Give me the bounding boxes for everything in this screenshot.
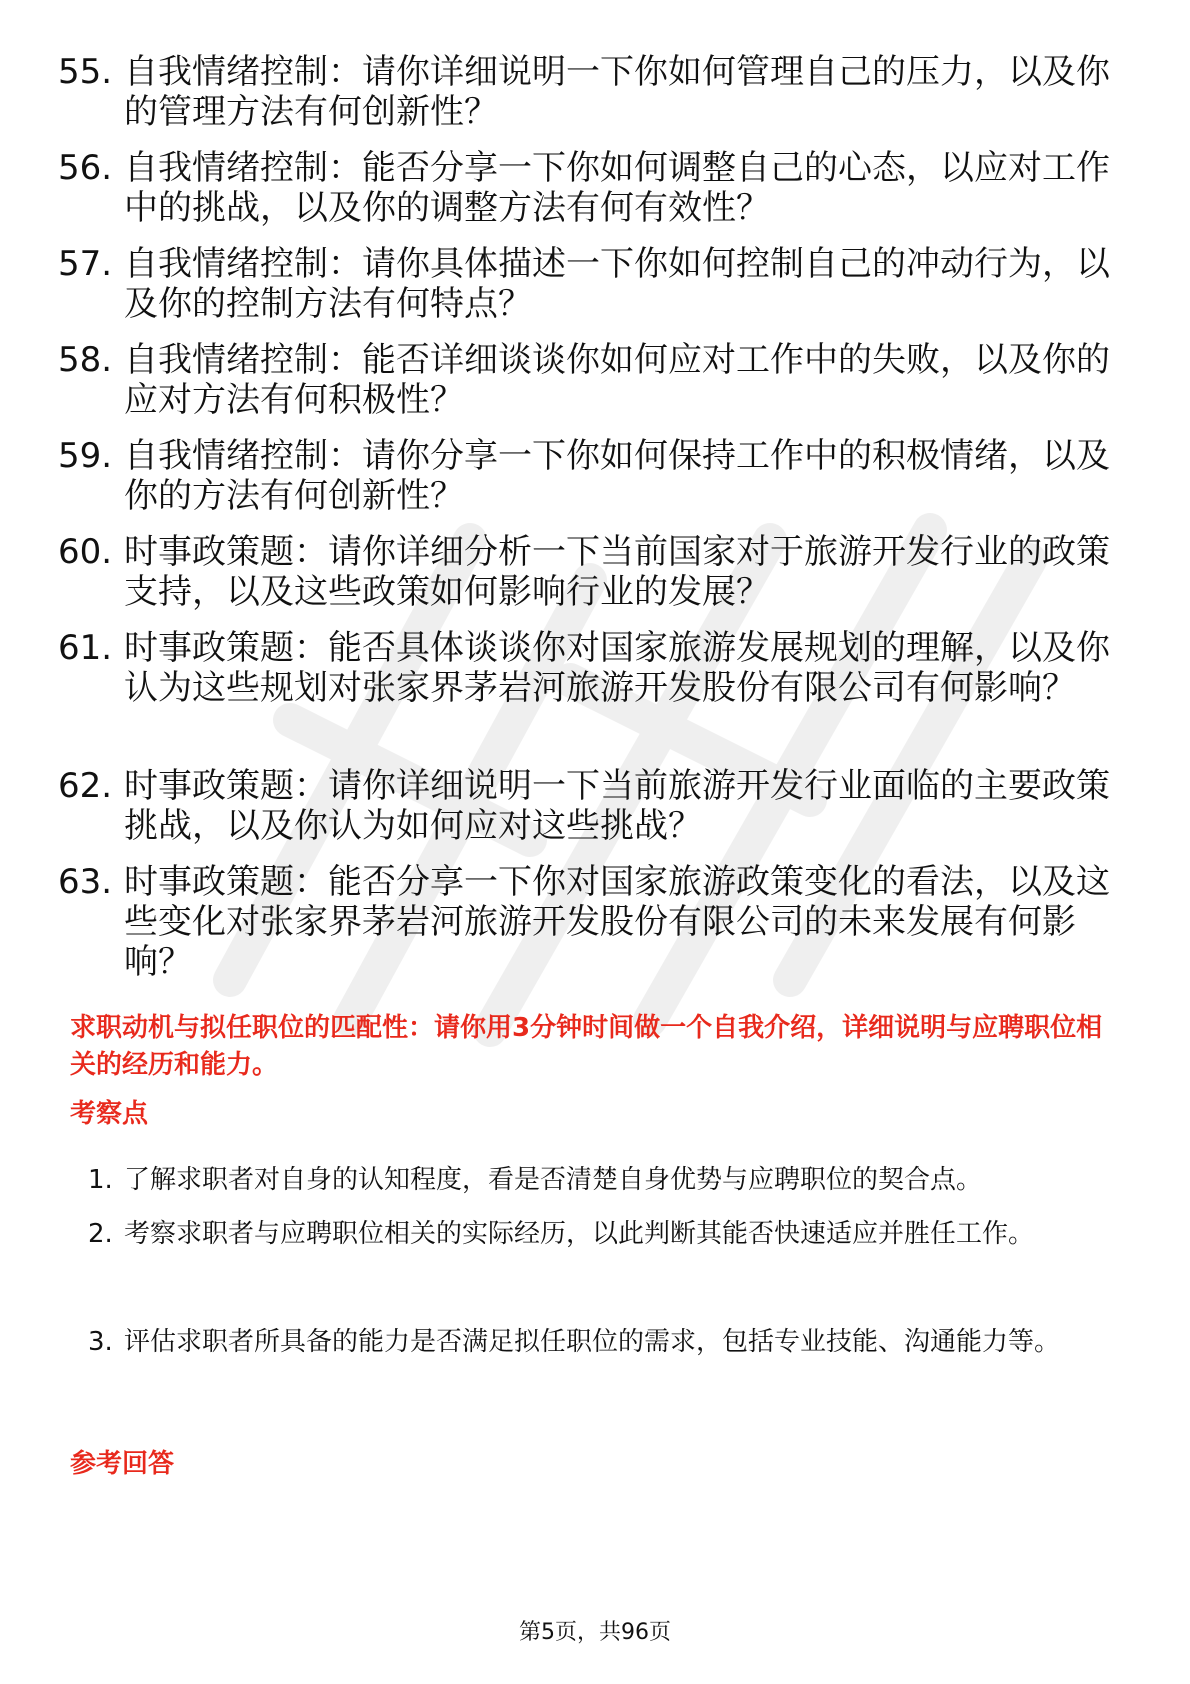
question-number: 55. (58, 52, 113, 92)
point-text: 考察求职者与应聘职位相关的实际经历，以此判断其能否快速适应并胜任工作。 (124, 1219, 1035, 1249)
question-item (58, 532, 1118, 612)
question-text: 自我情绪控制：请你详细说明一下你如何管理自己的压力，以及你的管理方法有何创新性？ (124, 52, 1110, 132)
question-number: 63. (58, 862, 113, 902)
section-heading: 求职动机与拟任职位的匹配性：请你用3分钟时间做一个自我介绍，详细说明与应聘职位相关的经历和能力。 (70, 1013, 1103, 1080)
point-item (88, 1314, 1118, 1370)
question-number: 61. (58, 628, 113, 668)
page-footer: 第5页，共96页 (519, 1620, 671, 1645)
question-text: 自我情绪控制：能否详细谈谈你如何应对工作中的失败，以及你的应对方法有何积极性？ (124, 340, 1110, 420)
point-number: 3. (88, 1327, 113, 1357)
question-text: 自我情绪控制：请你具体描述一下你如何控制自己的冲动行为，以及你的控制方法有何特点？ (124, 244, 1110, 324)
answer-title: 参考回答 (70, 1449, 175, 1479)
question-number: 62. (58, 766, 113, 806)
question-text: 时事政策题：请你详细说明一下当前旅游开发行业面临的主要政策挑战，以及你认为如何应对这些挑战？ (124, 766, 1110, 846)
question-text: 自我情绪控制：能否分享一下你如何调整自己的心态，以应对工作中的挑战，以及你的调整方法有何有效性？ (124, 148, 1110, 228)
question-text: 时事政策题：请你详细分析一下当前国家对于旅游开发行业的政策支持，以及这些政策如何影响行业的发展？ (124, 532, 1110, 612)
point-number: 2. (88, 1219, 113, 1249)
question-number: 59. (58, 436, 113, 476)
question-item (58, 862, 1118, 982)
question-number: 60. (58, 532, 113, 572)
points-title: 考察点 (70, 1099, 149, 1129)
question-text: 自我情绪控制：请你分享一下你如何保持工作中的积极情绪，以及你的方法有何创新性？ (124, 436, 1110, 516)
question-text: 时事政策题：能否分享一下你对国家旅游政策变化的看法，以及这些变化对张家界茅岩河旅游开发股份有限公司的未来发展有何影响？ (124, 862, 1110, 982)
question-number: 56. (58, 148, 113, 188)
point-text: 评估求职者所具备的能力是否满足拟任职位的需求，包括专业技能、沟通能力等。 (124, 1327, 1061, 1357)
question-text: 时事政策题：能否具体谈谈你对国家旅游发展规划的理解，以及你认为这些规划对张家界茅岩河旅游开发股份有限公司有何影响？ (124, 628, 1110, 708)
point-text: 了解求职者对自身的认知程度，看是否清楚自身优势与应聘职位的契合点。 (124, 1165, 983, 1195)
question-item (58, 148, 1118, 228)
question-item (58, 628, 1118, 708)
question-item (58, 436, 1118, 516)
point-number: 1. (88, 1165, 113, 1195)
point-item (88, 1206, 1118, 1262)
question-item (58, 340, 1118, 420)
point-item (88, 1152, 1118, 1208)
question-item (58, 52, 1118, 132)
question-item (58, 244, 1118, 324)
question-number: 58. (58, 340, 113, 380)
question-item (58, 766, 1118, 846)
question-number: 57. (58, 244, 113, 284)
